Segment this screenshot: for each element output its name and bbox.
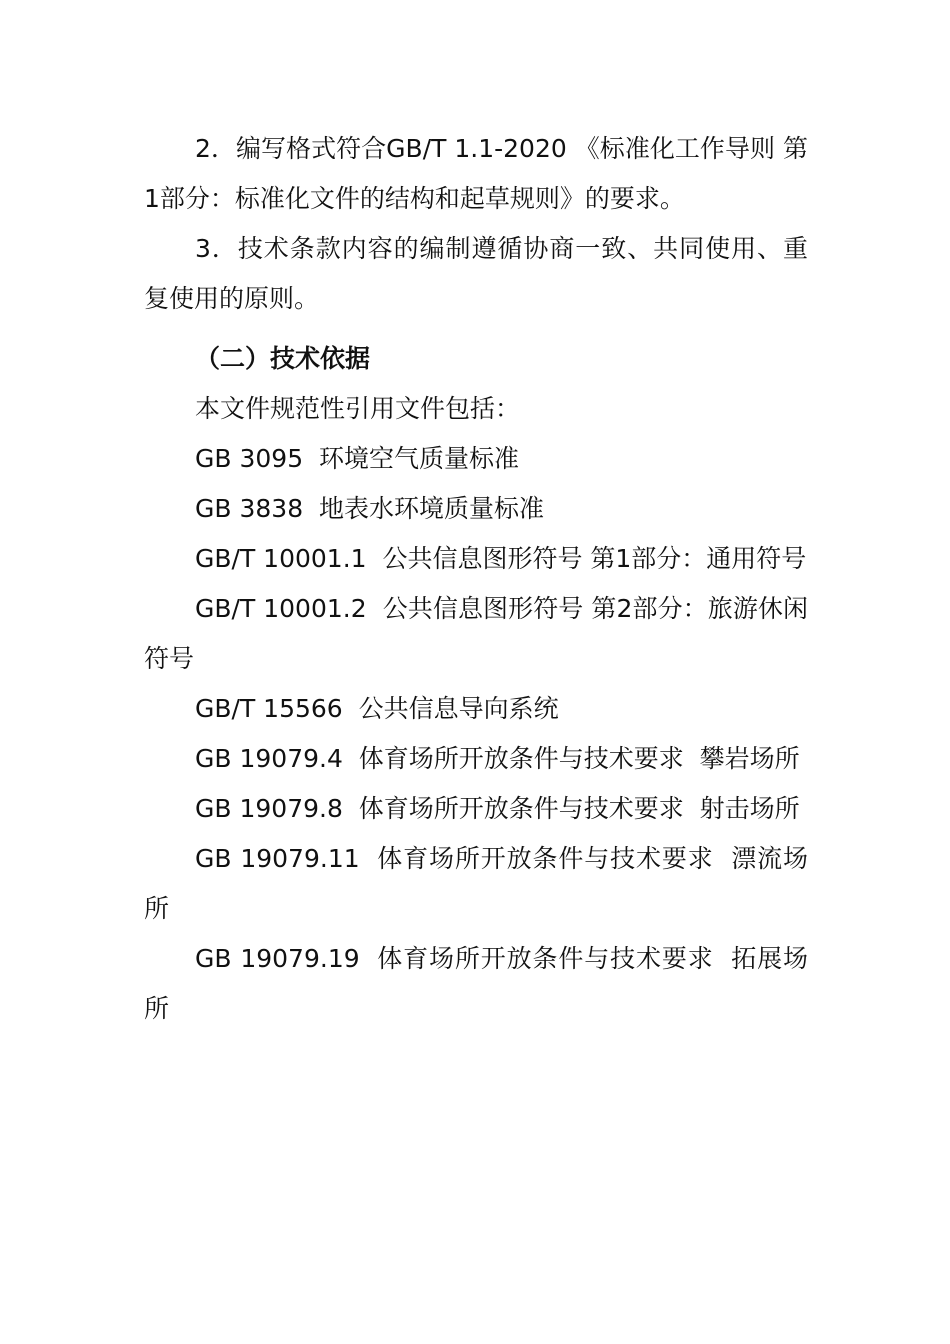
- reference-item: GB 3838 地表水环境质量标准: [195, 494, 544, 523]
- reference-item: GB 19079.4 体育场所开放条件与技术要求 攀岩场所: [195, 744, 800, 773]
- reference-item: GB 3095 环境空气质量标准: [195, 444, 519, 473]
- reference-item: GB 19079.8 体育场所开放条件与技术要求 射击场所: [195, 794, 800, 823]
- reference-item: GB 19079.19 体育场所开放条件与技术要求 拓展场所: [144, 944, 808, 1023]
- reference-item: GB 19079.11 体育场所开放条件与技术要求 漂流场所: [144, 844, 808, 923]
- normative-reference-list: [144, 434, 808, 1034]
- document-body: [144, 124, 808, 1034]
- reference-item: GB/T 10001.2 公共信息图形符号 第2部分：旅游休闲符号: [144, 594, 808, 673]
- paragraph-drafting-principle: 3．技术条款内容的编制遵循协商一致、共同使用、重复使用的原则。: [144, 234, 808, 313]
- reference-item: GB/T 10001.1 公共信息图形符号 第1部分：通用符号: [195, 544, 807, 573]
- section-heading-technical-basis: （二）技术依据: [195, 344, 371, 373]
- paragraph-format-requirement: 2．编写格式符合GB/T 1.1-2020 《标准化工作导则 第1部分：标准化文件的结构和起草规则》的要求。: [144, 134, 808, 213]
- references-intro: 本文件规范性引用文件包括：: [195, 394, 521, 423]
- reference-item: GB/T 15566 公共信息导向系统: [195, 694, 559, 723]
